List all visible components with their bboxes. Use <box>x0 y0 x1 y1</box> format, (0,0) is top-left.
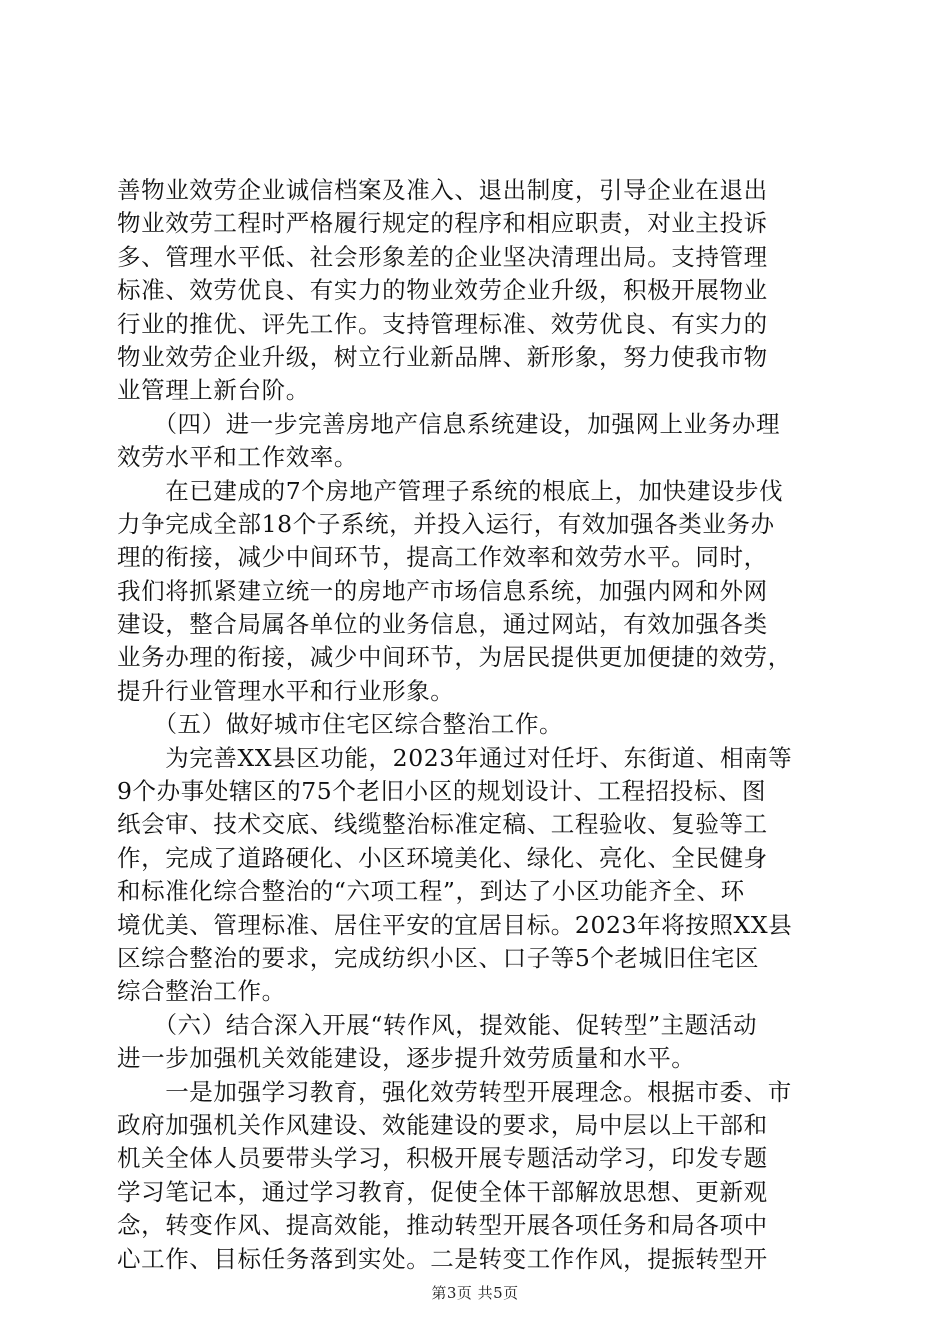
text-line: 业管理上新台阶。 <box>117 376 310 405</box>
page-footer: 第3页 共5页 <box>431 1284 519 1302</box>
text-line: 标准、效劳优良、有实力的物业效劳企业升级，积极开展物业 <box>117 276 768 305</box>
text-line: 理的衔接，减少中间环节，提高工作效率和效劳水平。同时， <box>117 543 768 572</box>
text-line: 机关全体人员要带头学习，积极开展专题活动学习，印发专题 <box>117 1144 768 1173</box>
text-line: 在已建成的7个房地产管理子系统的根底上，加快建设步伐 <box>117 476 784 505</box>
text-line: 区综合整治的要求，完成纺织小区、口子等5个老城旧住宅区 <box>117 943 760 972</box>
text-line: 提升行业管理水平和行业形象。 <box>117 676 455 705</box>
text-line: 力争完成全部18个子系统，并投入运行，有效加强各类业务办 <box>117 509 775 538</box>
text-line: 建设，整合局属各单位的业务信息，通过网站，有效加强各类 <box>117 610 768 639</box>
text-line: 一是加强学习教育，强化效劳转型开展理念。根据市委、市 <box>117 1077 792 1106</box>
text-line: 善物业效劳企业诚信档案及准入、退出制度，引导企业在退出 <box>117 176 768 204</box>
text-line: 进一步加强机关效能建设，逐步提升效劳质量和水平。 <box>117 1044 696 1073</box>
text-line: （六）结合深入开展“转作风，提效能、促转型”主题活动 <box>117 1010 758 1039</box>
text-line: 物业效劳企业升级，树立行业新品牌、新形象，努力使我市物 <box>117 342 768 371</box>
text-line: 境优美、管理标准、居住平安的宜居目标。2023年将按照XX县 <box>117 910 793 939</box>
text-line: 政府加强机关作风建设、效能建设的要求，局中层以上干部和 <box>117 1110 768 1139</box>
text-line: 行业的推优、评先工作。支持管理标准、效劳优良、有实力的 <box>117 309 768 338</box>
text-line: 学习笔记本，通过学习教育，促使全体干部解放思想、更新观 <box>117 1177 768 1206</box>
text-line: 综合整治工作。 <box>117 977 286 1006</box>
text-line: 业务办理的衔接，减少中间环节，为居民提供更加便捷的效劳， <box>117 643 792 672</box>
text-line: （四）进一步完善房地产信息系统建设，加强网上业务办理 <box>117 409 781 438</box>
text-line: 为完善XX县区功能，2023年通过对任圩、东街道、相南等 <box>117 743 793 772</box>
text-line: 和标准化综合整治的“六项工程”，到达了小区功能齐全、环 <box>117 877 745 906</box>
text-line: 效劳水平和工作效率。 <box>117 443 358 472</box>
document-body <box>117 174 833 1276</box>
text-line: 心工作、目标任务落到实处。二是转变工作作风，提振转型开 <box>117 1244 768 1273</box>
text-line: 物业效劳工程时严格履行规定的程序和相应职责，对业主投诉 <box>117 209 768 238</box>
text-line: 念，转变作风、提高效能，推动转型开展各项任务和局各项中 <box>117 1211 768 1240</box>
text-line: 纸会审、技术交底、线缆整治标准定稿、工程验收、复验等工 <box>117 810 768 839</box>
text-line: 我们将抓紧建立统一的房地产市场信息系统，加强内网和外网 <box>117 576 768 605</box>
text-line: 多、管理水平低、社会形象差的企业坚决清理出局。支持管理 <box>117 242 768 271</box>
text-line: 作，完成了道路硬化、小区环境美化、绿化、亮化、全民健身 <box>117 843 768 872</box>
text-line: （五）做好城市住宅区综合整治工作。 <box>117 710 564 739</box>
text-line: 9个办事处辖区的75个老旧小区的规划设计、工程招投标、图 <box>117 777 767 806</box>
